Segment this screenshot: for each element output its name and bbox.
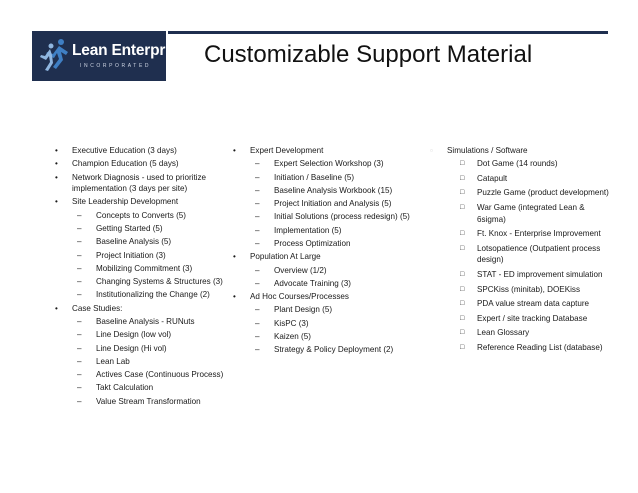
sub-bullet-item xyxy=(233,304,433,316)
bullet-marker: – xyxy=(77,290,82,300)
bullet-text: Takt Calculation xyxy=(96,383,154,393)
sub-bullet-item xyxy=(430,327,610,339)
header-rule xyxy=(168,31,608,34)
bullet-item xyxy=(233,145,433,157)
sub-bullet-item xyxy=(233,225,433,237)
sub-bullet-item xyxy=(233,172,433,184)
sub-bullet-item xyxy=(430,342,610,354)
sub-bullet-item xyxy=(55,289,235,301)
bullet-text: Expert Selection Workshop (3) xyxy=(274,159,384,169)
bullet-text: STAT - ED improvement simulation xyxy=(477,270,603,280)
bullet-text: Initiation / Baseline (5) xyxy=(274,172,355,182)
sub-bullet-item xyxy=(430,284,610,296)
bullet-marker: • xyxy=(233,292,236,302)
logo-tagline: INCORPORATED xyxy=(80,63,152,69)
sub-bullet-item xyxy=(430,202,610,225)
bullet-marker: – xyxy=(255,212,260,222)
bullet-text: Getting Started (5) xyxy=(96,224,163,233)
bullet-text: Overview (1/2) xyxy=(274,265,327,275)
bullet-text: Value Stream Transformation xyxy=(96,396,201,406)
sub-bullet-item xyxy=(55,250,235,262)
sub-bullet-item xyxy=(55,263,235,275)
checkbox-marker-icon: □ xyxy=(460,329,465,337)
bullet-text: Catapult xyxy=(477,173,508,183)
bullet-text: Plant Design (5) xyxy=(274,305,333,315)
checkbox-marker-icon: □ xyxy=(460,271,465,279)
bullet-text: Implementation (5) xyxy=(274,225,342,235)
checkbox-marker-icon: □ xyxy=(460,244,465,252)
checkbox-marker-icon: □ xyxy=(460,204,465,212)
sub-bullet-item xyxy=(233,265,433,277)
bullet-text: Baseline Analysis (5) xyxy=(96,237,172,247)
bullet-text: Executive Education (3 days) xyxy=(72,146,177,155)
bullet-marker: – xyxy=(255,278,260,288)
sub-bullet-item xyxy=(55,276,235,288)
bullet-text: Changing Systems & Structures (3) xyxy=(96,277,223,287)
bullet-text: PDA value stream data capture xyxy=(477,299,590,309)
bullet-text: Concepts to Converts (5) xyxy=(96,210,186,220)
bullet-text: KisPC (3) xyxy=(274,318,309,328)
sub-bullet-item xyxy=(55,382,235,394)
bullet-text: Lean Glossary xyxy=(477,328,530,338)
bullet-text: Lotsopatience (Outpatient process design) xyxy=(477,243,601,265)
bullet-text: Case Studies: xyxy=(72,303,123,313)
sub-bullet-item xyxy=(233,185,433,197)
checkbox-marker-icon: □ xyxy=(460,174,465,182)
bullet-marker: • xyxy=(55,146,58,155)
bullet-item xyxy=(55,303,235,315)
bullet-text: Expert / site tracking Database xyxy=(477,313,588,323)
bullet-marker: – xyxy=(77,263,82,273)
sub-bullet-item xyxy=(430,158,610,170)
checkbox-marker-icon: □ xyxy=(460,230,465,238)
bullet-text: Population At Large xyxy=(250,252,321,262)
sub-bullet-item xyxy=(233,344,433,356)
bullet-text: Reference Reading List (database) xyxy=(477,343,603,352)
bullet-text: Process Optimization xyxy=(274,238,351,248)
bullet-item xyxy=(55,158,235,170)
bullet-text: Network Diagnosis - used to prioritize implementation (3 days per site) xyxy=(72,172,207,194)
bullet-item xyxy=(233,251,433,263)
bullet-text: Kaizen (5) xyxy=(274,331,311,341)
bullet-marker: – xyxy=(77,224,82,233)
bullet-marker: – xyxy=(77,396,82,406)
right-column xyxy=(430,145,610,357)
bullet-marker: – xyxy=(255,238,260,248)
sub-bullet-item xyxy=(55,343,235,355)
bullet-marker: • xyxy=(55,303,58,313)
sub-bullet-item xyxy=(55,210,235,222)
bullet-text: Line Design (low vol) xyxy=(96,330,172,340)
page-title: Customizable Support Material xyxy=(204,41,533,68)
bullet-text: SPCKiss (minitab), DOEKiss xyxy=(477,284,580,294)
bullet-marker: – xyxy=(77,237,82,247)
bullet-marker: • xyxy=(55,197,58,207)
bullet-item xyxy=(233,291,433,303)
bullet-text: Initial Solutions (process redesign) (5) xyxy=(274,212,410,222)
middle-column xyxy=(233,145,433,358)
sub-bullet-item xyxy=(233,158,433,170)
logo-name: Lean Enterprise xyxy=(72,42,187,59)
bullet-text: Ft. Knox - Enterprise Improvement xyxy=(477,229,601,239)
bullet-marker: – xyxy=(255,345,260,355)
bullet-text: Lean Lab xyxy=(96,356,130,366)
bullet-marker: – xyxy=(255,331,260,341)
bullet-text: Baseline Analysis Workbook (15) xyxy=(274,185,393,195)
sub-bullet-item xyxy=(55,236,235,248)
sub-bullet-item xyxy=(55,396,235,408)
bullet-text: Actives Case (Continuous Process) xyxy=(96,370,224,380)
bullet-text: Champion Education (5 days) xyxy=(72,159,179,169)
bullet-text: Expert Development xyxy=(250,146,324,155)
sub-bullet-item xyxy=(55,223,235,235)
checkbox-marker-icon: □ xyxy=(460,189,465,197)
bullet-marker: – xyxy=(255,265,260,275)
sub-bullet-item xyxy=(430,269,610,281)
bullet-marker: – xyxy=(77,277,82,287)
bullet-marker: • xyxy=(55,159,58,169)
bullet-item xyxy=(55,145,235,157)
sub-bullet-item xyxy=(233,238,433,250)
sub-bullet-item xyxy=(233,331,433,343)
bullet-marker: – xyxy=(77,250,82,260)
sub-bullet-item xyxy=(55,356,235,368)
bullet-text: Institutionalizing the Change (2) xyxy=(96,290,210,300)
bullet-marker: – xyxy=(255,159,260,169)
bullet-marker: ▫ xyxy=(430,146,433,155)
sub-bullet-item xyxy=(430,228,610,240)
sub-bullet-item xyxy=(233,198,433,210)
sub-bullet-item xyxy=(55,369,235,381)
bullet-marker: • xyxy=(233,146,236,155)
bullet-marker: – xyxy=(77,343,82,353)
bullet-item xyxy=(55,172,235,195)
bullet-text: Ad Hoc Courses/Processes xyxy=(250,292,349,302)
bullet-text: Baseline Analysis - RUNuts xyxy=(96,316,195,326)
bullet-marker: – xyxy=(77,210,82,220)
sub-bullet-item xyxy=(55,316,235,328)
bullet-text: Advocate Training (3) xyxy=(274,278,351,288)
sub-bullet-item xyxy=(233,318,433,330)
company-logo xyxy=(32,31,187,81)
bullet-marker: – xyxy=(77,356,82,366)
bullet-text: Dot Game (14 rounds) xyxy=(477,159,558,169)
runner-figures-icon xyxy=(40,37,72,75)
bullet-marker: – xyxy=(255,305,260,315)
left-column xyxy=(55,145,235,409)
sub-bullet-item xyxy=(233,278,433,290)
bullet-text: Project Initiation and Analysis (5) xyxy=(274,199,392,209)
checkbox-marker-icon: □ xyxy=(460,314,465,322)
bullet-marker: – xyxy=(77,370,82,380)
checkbox-marker-icon: □ xyxy=(460,160,465,168)
bullet-marker: • xyxy=(233,252,236,262)
bullet-text: War Game (integrated Lean & 6sigma) xyxy=(477,203,585,224)
bullet-marker: – xyxy=(255,185,260,195)
checkbox-marker-icon: □ xyxy=(460,285,465,293)
bullet-marker: – xyxy=(255,172,260,182)
bullet-marker: – xyxy=(77,383,82,393)
bullet-marker: • xyxy=(55,172,58,182)
bullet-item xyxy=(55,196,235,208)
checkbox-marker-icon: □ xyxy=(460,344,465,351)
bullet-marker: – xyxy=(77,316,82,326)
bullet-text: Line Design (Hi vol) xyxy=(96,343,167,353)
sub-bullet-item xyxy=(430,173,610,185)
bullet-text: Site Leadership Development xyxy=(72,197,179,207)
checkbox-marker-icon: □ xyxy=(460,300,465,308)
sub-bullet-item xyxy=(430,313,610,325)
bullet-text: Puzzle Game (product development) xyxy=(477,188,609,198)
bullet-marker: – xyxy=(77,330,82,340)
bullet-item xyxy=(430,145,610,157)
sub-bullet-item xyxy=(430,298,610,310)
bullet-text: Strategy & Policy Deployment (2) xyxy=(274,345,394,355)
bullet-text: Mobilizing Commitment (3) xyxy=(96,263,193,273)
bullet-marker: – xyxy=(255,318,260,328)
sub-bullet-item xyxy=(55,329,235,341)
bullet-text: Project Initiation (3) xyxy=(96,250,166,260)
sub-bullet-item xyxy=(430,243,610,266)
sub-bullet-item xyxy=(233,211,433,223)
bullet-marker: – xyxy=(255,225,260,235)
bullet-text: Simulations / Software xyxy=(447,146,528,155)
bullet-marker: – xyxy=(255,199,260,209)
sub-bullet-item xyxy=(430,187,610,199)
